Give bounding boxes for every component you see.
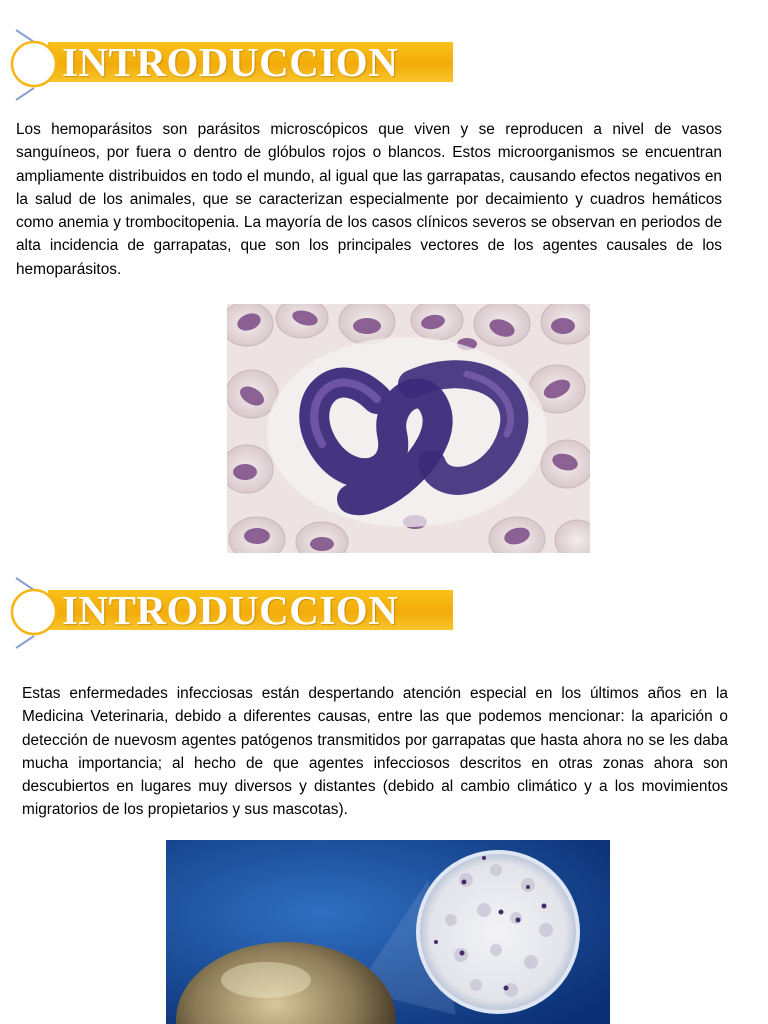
section-2-paragraph: Estas enfermedades infecciosas están despertando atención especial en los últimos años en la Medicina Veterinaria, debido a diferentes causas, entre las que podemos mencionar: la aparición o detección de nuevosm agentes patógenos transmitidos por garrapatas que hasta ahora no se les daba mucha importancia; al hecho de que agentes infecciosos descritos en otras zonas ahora son descubiertos en lugares muy diversos y distantes (debido al cambio climático y a los movimientos migratorios de los propietarios y sus mascotas).: [22, 685, 728, 819]
section-1-banner: [8, 28, 453, 118]
bracket-circle-icon: [8, 576, 68, 656]
tick-magnified-blood-image: [166, 840, 610, 1024]
section-2-banner: [8, 576, 453, 666]
section-1-paragraph: Los hemoparásitos son parásitos microscópicos que viven y se reproducen a nivel de vasos sanguíneos, por fuera o dentro de glóbulos rojos o blancos. Estos microorganismos se encuentran ampliamente distribuidos en todo el mundo, al igual que las garrapatas, causando efectos negativos en la salud de los animales, que se caracterizan especialmente por decaimiento y cuadros hemáticos como anemia y trombocitopenia. La mayoría de los casos clínicos severos se observan en periodos de alta incidencia de garrapatas, que son los principales vectores de los agentes causales de los hemoparásitos.: [16, 121, 722, 278]
bracket-circle-icon: [8, 28, 68, 108]
section-2-heading: INTRODUCCION: [62, 587, 399, 633]
blood-smear-parasite-image: [227, 304, 590, 553]
section-1-heading: INTRODUCCION: [62, 39, 399, 85]
